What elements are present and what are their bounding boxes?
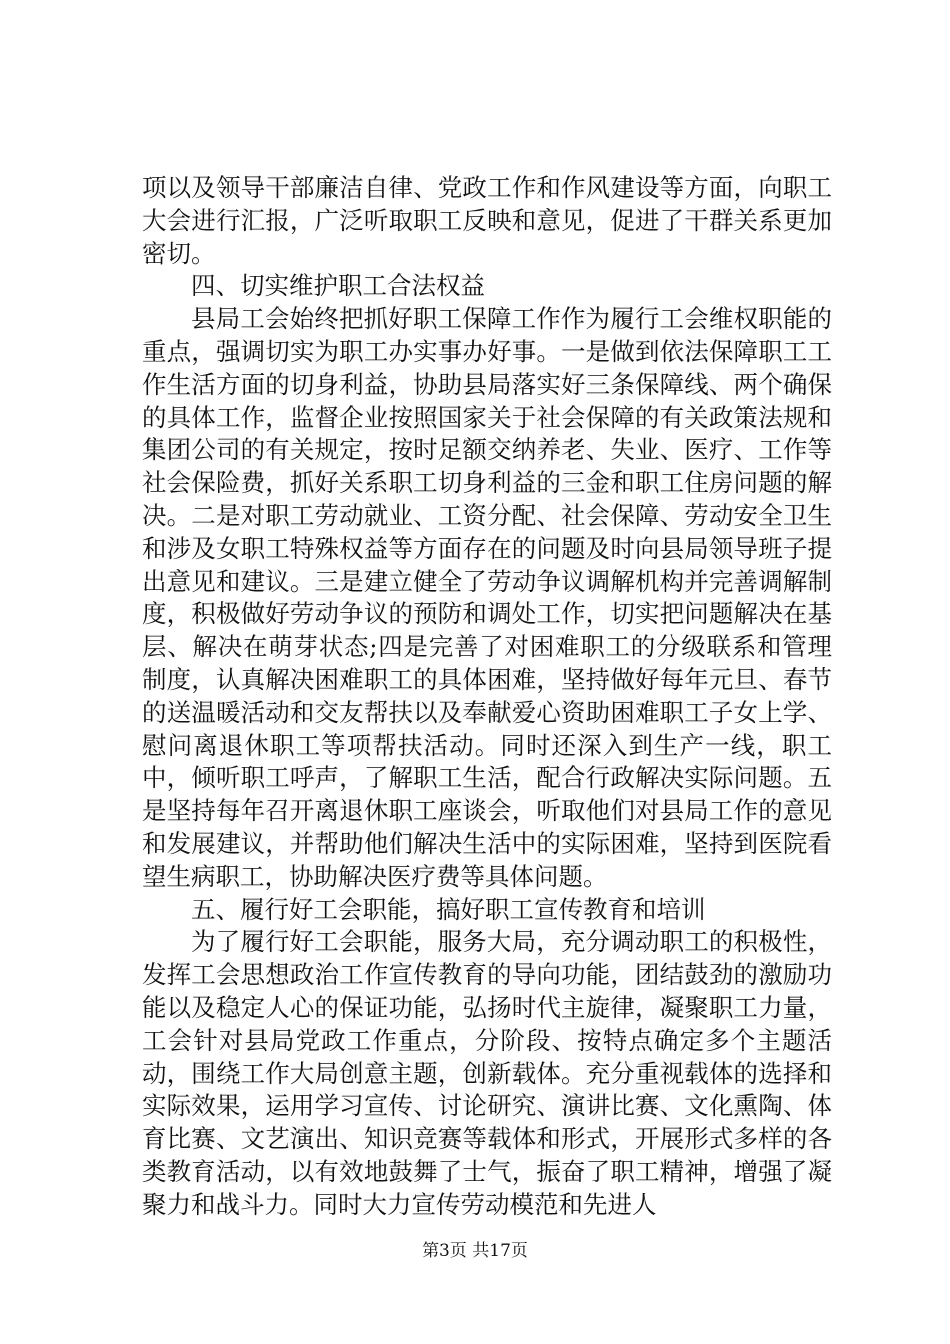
paragraph-rights-protection: 县局工会始终把抓好职工保障工作作为履行工会维权职能的重点，强调切实为职工办实事办好事。一是做到依法保障职工工作生活方面的切身利益，协助县局落实好三条保障线、两个确保的具体工作，监督企业按照国家关于社会保障的有关政策法规和集团公司的有关规定，按时足额交纳养老、失业、医疗、工作等社会保险费，抓好关系职工切身利益的三金和职工住房问题的解决。二是对职工劳动就业、工资分配、社会保障、劳动安全卫生和涉及女职工特殊权益等方面存在的问题及时向县局领导班子提出意见和建议。三是建立健全了劳动争议调解机构并完善调解制度，积极做好劳动争议的预防和调处工作，切实把问题解决在基层、解决在萌芽状态;四是完善了对困难职工的分级联系和管理制度，认真解决困难职工的具体困难，坚持做好每年元旦、春节的送温暖活动和交友帮扶以及奉献爱心资助困难职工子女上学、慰问离退休职工等项帮扶活动。同时还深入到生产一线，职工中，倾听职工呼声，了解职工生活，配合行政解决实际问题。五是坚持每年召开离退休职工座谈会，听取他们对县局工作的意见和发展建议，并帮助他们解决生活中的实际困难，坚持到医院看望生病职工，协助解决医疗费等具体问题。 (142, 304, 832, 891)
section-heading-four: 四、切实维护职工合法权益 (191, 271, 485, 301)
page-number-footer: 第3页 共17页 (422, 1241, 528, 1261)
paragraph-continuation: 项以及领导干部廉洁自律、党政工作和作风建设等方面，向职工大会进行汇报，广泛听取职工反映和意见，促进了干群关系更加密切。 (142, 173, 832, 268)
section-heading-five: 五、履行好工会职能，搞好职工宣传教育和培训 (191, 894, 706, 924)
document-body (142, 172, 832, 1222)
paragraph-education-training: 为了履行好工会职能，服务大局，充分调动职工的积极性，发挥工会思想政治工作宣传教育的导向功能，团结鼓劲的激励功能以及稳定人心的保证功能，弘扬时代主旋律，凝聚职工力量，工会针对县局党政工作重点，分阶段、按特点确定多个主题活动，围绕工作大局创意主题，创新载体。充分重视载体的选择和实际效果，运用学习宣传、讨论研究、演讲比赛、文化熏陶、体育比赛、文艺演出、知识竞赛等载体和形式，开展形式多样的各类教育活动，以有效地鼓舞了士气，振奋了职工精神，增强了凝聚力和战斗力。同时大力宣传劳动模范和先进人 (142, 927, 832, 1219)
